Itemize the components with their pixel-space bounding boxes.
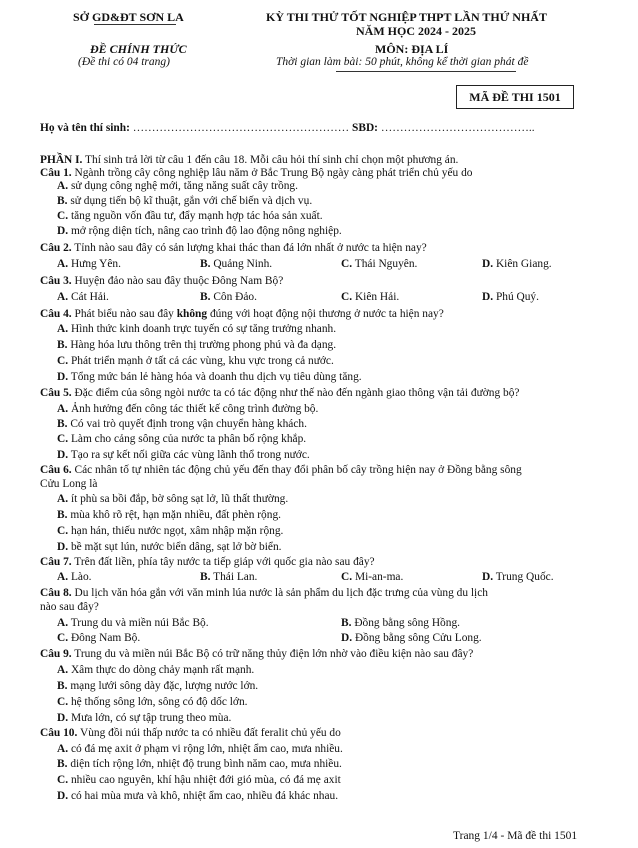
q9-option-a: A. Xâm thực do dòng chảy mạnh rất mạnh. — [57, 664, 255, 676]
q8-options-row2 — [40, 632, 608, 645]
question-10: Câu 10. Vùng đồi núi thấp nước ta có nhiều đất feralit chủ yếu do — [40, 727, 341, 739]
q6-option-a: A. ít phù sa bồi đắp, bờ sông sạt lở, lũ thất thường. — [57, 493, 289, 505]
question-1: Câu 1. Ngành trồng cây công nghiệp lâu năm ở Bắc Trung Bộ ngày càng phát triển chủ yếu do — [40, 167, 473, 179]
q1-option-a: A. sử dụng công nghệ mới, tăng năng suất cây trồng. — [57, 180, 298, 192]
question-6-cont: Cửu Long là — [40, 478, 98, 490]
q3-option-c: C. Kiên Hải. — [341, 291, 400, 303]
page-footer: Trang 1/4 - Mã đề thi 1501 — [453, 830, 578, 842]
q7-options — [40, 571, 608, 584]
q4-option-c: C. Phát triển mạnh ở tất cả các vùng, khu vực trong cả nước. — [57, 355, 334, 367]
q5-option-b: B. Có vai trò quyết định trong vận chuyển hàng khách. — [57, 418, 307, 430]
q8-option-c: C. Đông Nam Bộ. — [57, 632, 141, 644]
question-4: Câu 4. Phát biểu nào sau đây không đúng với hoạt động nội thương ở nước ta hiện nay? — [40, 308, 444, 320]
q8-options-row1 — [40, 617, 608, 630]
q7-option-c: C. Mi-an-ma. — [341, 571, 404, 583]
part-instruction: PHẦN I. Thí sinh trả lời từ câu 1 đến câu 18. Mỗi câu hỏi thí sinh chỉ chọn một phương án. — [40, 154, 459, 166]
student-name-label: Họ và tên thí sinh: — [40, 122, 130, 134]
q3-option-a: A. Cát Hải. — [57, 291, 109, 303]
q1-option-c: C. tăng nguồn vốn đầu tư, đẩy mạnh hợp tác hóa sản xuất. — [57, 210, 323, 222]
q8-option-a: A. Trung du và miền núi Bắc Bộ. — [57, 617, 209, 629]
divider — [336, 71, 516, 72]
exam-code-box: MÃ ĐỀ THI 1501 — [456, 85, 574, 109]
q9-option-b: B. mạng lưới sông dày đặc, lượng nước lớn. — [57, 680, 259, 692]
q2-option-c: C. Thái Nguyên. — [341, 258, 418, 270]
q5-option-a: A. Ảnh hưởng đến công tác thiết kế công trình đường bộ. — [57, 403, 319, 415]
subject: MÔN: ĐỊA LÍ — [375, 42, 449, 56]
exam-time: Thời gian làm bài: 50 phút, không kể thời gian phát đề — [276, 56, 529, 68]
official-label: ĐỀ CHÍNH THỨC — [90, 42, 187, 56]
question-2: Câu 2. Tỉnh nào sau đây có sản lượng khai thác than đá lớn nhất ở nước ta hiện nay? — [40, 242, 427, 254]
student-info-row — [40, 122, 535, 134]
question-6: Câu 6. Các nhân tố tự nhiên tác động chủ yếu đến thay đổi phân bố cây trồng hiện nay ở Đồng bằng sông — [40, 464, 522, 476]
q10-option-c: C. nhiều cao nguyên, khí hậu nhiệt đới gió mùa, có đá mẹ axit — [57, 774, 341, 786]
q9-option-d: D. Mưa lớn, có sự tập trung theo mùa. — [57, 712, 232, 724]
q6-option-d: D. bề mặt sụt lún, nước biển dâng, sạt lở bờ biển. — [57, 541, 282, 553]
q7-option-d: D. Trung Quốc. — [482, 571, 554, 583]
q3-options — [40, 291, 608, 304]
q8-option-d: D. Đồng bằng sông Cửu Long. — [341, 632, 482, 644]
q4-option-b: B. Hàng hóa lưu thông trên thị trường phong phú và đa dạng. — [57, 339, 337, 351]
question-8: Câu 8. Du lịch văn hóa gắn với văn minh lúa nước là sản phẩm du lịch đặc trưng của vùng du lịch — [40, 587, 488, 599]
question-8-cont: nào sau đây? — [40, 601, 99, 613]
q3-option-b: B. Côn Đảo. — [200, 291, 257, 303]
exam-title: KỲ THI THỬ TỐT NGHIỆP THPT LẦN THỨ NHẤT — [266, 10, 547, 24]
q2-option-b: B. Quảng Ninh. — [200, 258, 273, 270]
q9-option-c: C. hệ thống sông lớn, sông có độ dốc lớn. — [57, 696, 248, 708]
q6-option-c: C. hạn hán, thiếu nước ngọt, xâm nhập mặn rộng. — [57, 525, 284, 537]
q2-options — [40, 258, 608, 271]
q10-option-a: A. có đá mẹ axit ở phạm vi rộng lớn, nhiệt ẩm cao, mưa nhiều. — [57, 743, 343, 755]
q4-option-d: D. Tổng mức bán lẻ hàng hóa và doanh thu dịch vụ tiêu dùng tăng. — [57, 371, 362, 383]
q6-option-b: B. mùa khô rõ rệt, hạn mặn nhiều, đất phèn rộng. — [57, 509, 281, 521]
q10-option-d: D. có hai mùa mưa và khô, nhiệt ẩm cao, nhiều đá khác nhau. — [57, 790, 339, 802]
sbd-field: ………………………………….. — [380, 122, 535, 134]
q10-option-b: B. diện tích rộng lớn, nhiệt độ trung bình năm cao, mưa nhiều. — [57, 758, 342, 770]
student-name-field: ………………………………………………… — [132, 122, 350, 134]
page-count: (Đề thi có 04 trang) — [78, 56, 170, 68]
q2-option-d: D. Kiên Giang. — [482, 258, 552, 270]
q3-option-d: D. Phú Quý. — [482, 291, 539, 303]
q8-option-b: B. Đồng bằng sông Hồng. — [341, 617, 460, 629]
school-year: NĂM HỌC 2024 - 2025 — [356, 24, 476, 38]
q4-option-a: A. Hình thức kinh doanh trực tuyến có sự tăng trưởng nhanh. — [57, 323, 337, 335]
q5-option-d: D. Tạo ra sự kết nối giữa các vùng lãnh thổ trong nước. — [57, 449, 310, 461]
q2-option-a: A. Hưng Yên. — [57, 258, 121, 270]
question-7: Câu 7. Trên đất liền, phía tây nước ta tiếp giáp với quốc gia nào sau đây? — [40, 556, 375, 568]
q1-option-d: D. mở rộng diện tích, nâng cao trình độ lao động nông nghiệp. — [57, 225, 342, 237]
q7-option-a: A. Lào. — [57, 571, 92, 583]
q7-option-b: B. Thái Lan. — [200, 571, 258, 583]
divider — [94, 24, 176, 25]
department-name: SỞ GD&ĐT SƠN LA — [73, 10, 184, 24]
question-5: Câu 5. Đặc điểm của sông ngòi nước ta có tác động như thế nào đến ngành giao thông vận tải đường bộ? — [40, 387, 520, 399]
q5-option-c: C. Làm cho cảng sông của nước ta phân bố rộng khắp. — [57, 433, 307, 445]
q1-option-b: B. sử dụng tiến bộ kĩ thuật, gắn với chế biến và dịch vụ. — [57, 195, 313, 207]
question-3: Câu 3. Huyện đảo nào sau đây thuộc Đông Nam Bộ? — [40, 275, 284, 287]
sbd-label: SBD: — [352, 122, 378, 134]
question-9: Câu 9. Trung du và miền núi Bắc Bộ có trữ năng thủy điện lớn nhờ vào điều kiện nào sau đây? — [40, 648, 474, 660]
